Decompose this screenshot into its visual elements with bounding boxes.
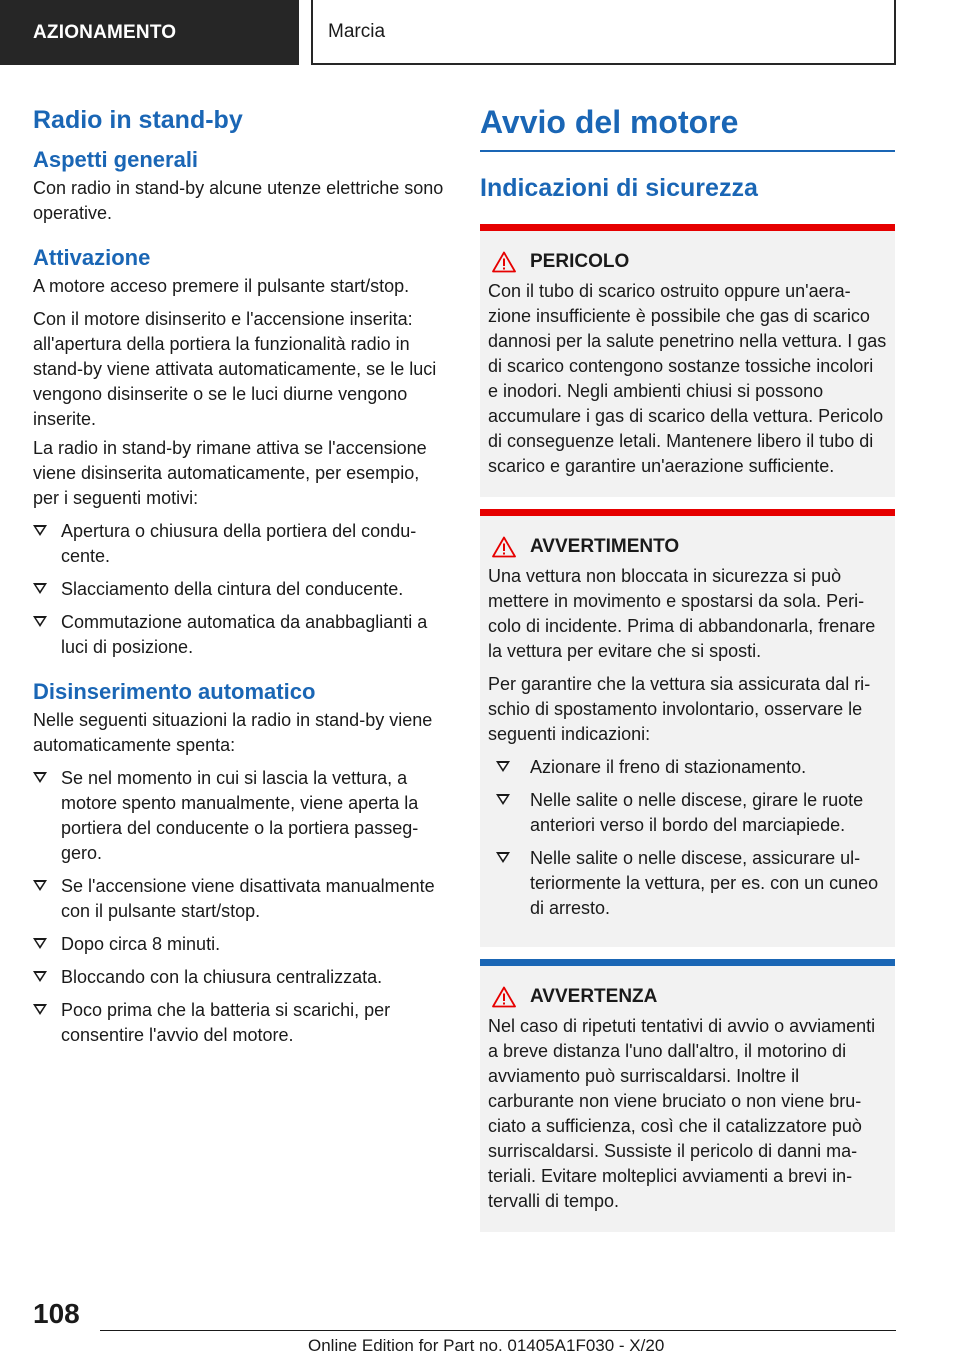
- header-chapter-tab: Marcia: [311, 0, 896, 65]
- triangle-bullet-icon: [33, 938, 47, 949]
- section-title-radio-standby: Radio in stand-by: [33, 106, 243, 134]
- triangle-bullet-icon: [496, 761, 510, 772]
- warning-box: [480, 509, 895, 947]
- warning-text-1: Una vettura non bloccata in sicurezza si può mettere in movimento e spostarsi da sola. Pericolo di incidente. Prima di abbandonarla, frenare la vettura per evitare che si sposti.: [488, 566, 876, 661]
- title-divider: [480, 150, 895, 152]
- list-item: Poco prima che la batteria si scarichi, per consentire l'avvio del motore.: [33, 998, 447, 1048]
- general-text: Con radio in stand-by alcune utenze elettriche sono operative.: [33, 178, 444, 223]
- activation-p2: Con il motore disinserito e l'accensione inserita: all'apertura della portiera la funzionalità radio in stand-by viene attivata automaticamente, se le luci vengono disinserite o se le luci diurne vengono inserite.: [33, 309, 437, 429]
- heading-auto-off: Disinserimento automatico: [33, 679, 316, 704]
- notice-label: AVVERTENZA: [530, 986, 658, 1007]
- right-column: [480, 96, 895, 1244]
- activation-p1: A motore acceso premere il pulsante start/stop.: [33, 276, 410, 296]
- triangle-bullet-icon: [496, 852, 510, 863]
- auto-text: Nelle seguenti situazioni la radio in stand-by viene automaticamente spenta:: [33, 710, 433, 755]
- list-item: Commutazione automatica da anabbaglianti a luci di posizione.: [33, 610, 447, 660]
- list-item: Apertura o chiusura della portiera del conducente.: [33, 519, 447, 569]
- list-item: Slacciamento della cintura del conducente.: [33, 577, 447, 602]
- activation-list: [33, 519, 447, 660]
- header-section-tab: AZIONAMENTO: [0, 0, 299, 65]
- danger-text: Con il tubo di scarico ostruito oppure un'aerazione insufficiente è possibile che gas di scarico dannosi per la salute penetrino nella vettura. I gas di scarico contengono sostanze tossiche incolori e inodori. Negli ambienti chiusi si possono accumulare i gas di scarico della vettura. Pericolo di conseguenze letali. Mantenere libero il tubo di scarico e garantire un'aerazione sufficiente.: [488, 281, 887, 476]
- footer-divider: [100, 1330, 896, 1331]
- page-number: 108: [33, 1298, 80, 1329]
- warning-label: AVVERTIMENTO: [530, 536, 680, 557]
- list-item: Nelle salite o nelle discese, girare le ruote anteriori verso il bordo del marciapiede.: [496, 788, 887, 838]
- triangle-bullet-icon: [33, 880, 47, 891]
- heading-safety: Indicazioni di sicurezza: [480, 174, 758, 202]
- activation-p3: La radio in stand-by rimane attiva se l'accensione viene disinserita automaticamente, per esempio, per i seguenti motivi:: [33, 438, 427, 508]
- triangle-bullet-icon: [33, 971, 47, 982]
- list-item: Se l'accensione viene disattivata manualmente con il pulsante start/stop.: [33, 874, 447, 924]
- triangle-bullet-icon: [33, 616, 47, 627]
- danger-label: PERICOLO: [530, 251, 630, 272]
- list-item: Bloccando con la chiusura centralizzata.: [33, 965, 447, 990]
- triangle-bullet-icon: [33, 1004, 47, 1015]
- section-title-engine-start: Avvio del motore: [480, 104, 739, 140]
- warning-list: [488, 755, 887, 921]
- triangle-bullet-icon: [496, 794, 510, 805]
- danger-box: [480, 224, 895, 497]
- heading-activation: Attivazione: [33, 245, 151, 270]
- warning-triangle-icon: [492, 536, 516, 558]
- footer-edition: Online Edition for Part no. 01405A1F030 - X/20: [308, 1336, 665, 1355]
- auto-off-list: [33, 766, 447, 1048]
- triangle-bullet-icon: [33, 583, 47, 594]
- warning-triangle-icon: [492, 251, 516, 273]
- list-item: Azionare il freno di stazionamento.: [496, 755, 887, 780]
- notice-box: [480, 959, 895, 1232]
- heading-general: Aspetti generali: [33, 147, 199, 172]
- list-item: Nelle salite o nelle discese, assicurare ulteriormente la vettura, per es. con un cuneo di arresto.: [496, 846, 887, 921]
- triangle-bullet-icon: [33, 772, 47, 783]
- warning-text-2: Per garantire che la vettura sia assicurata dal rischio di spostamento involontario, osservare le seguenti indicazioni:: [488, 674, 871, 744]
- list-item: Se nel momento in cui si lascia la vettura, a motore spento manualmente, viene aperta la portiera del conducente o la portiera passeggero.: [33, 766, 447, 866]
- triangle-bullet-icon: [33, 525, 47, 536]
- list-item: Dopo circa 8 minuti.: [33, 932, 447, 957]
- warning-triangle-icon: [492, 986, 516, 1008]
- left-column: [33, 96, 447, 1056]
- notice-text: Nel caso di ripetuti tentativi di avvio o avviamenti a breve distanza l'uno dall'altro, il motorino di avviamento può surriscaldarsi. Inoltre il carburante non viene bruciato o non viene bruciato a sufficienza, così che il catalizzatore può surriscaldarsi. Sussiste il pericolo di danni materiali. Evitare molteplici avviamenti a brevi intervalli di tempo.: [488, 1016, 876, 1211]
